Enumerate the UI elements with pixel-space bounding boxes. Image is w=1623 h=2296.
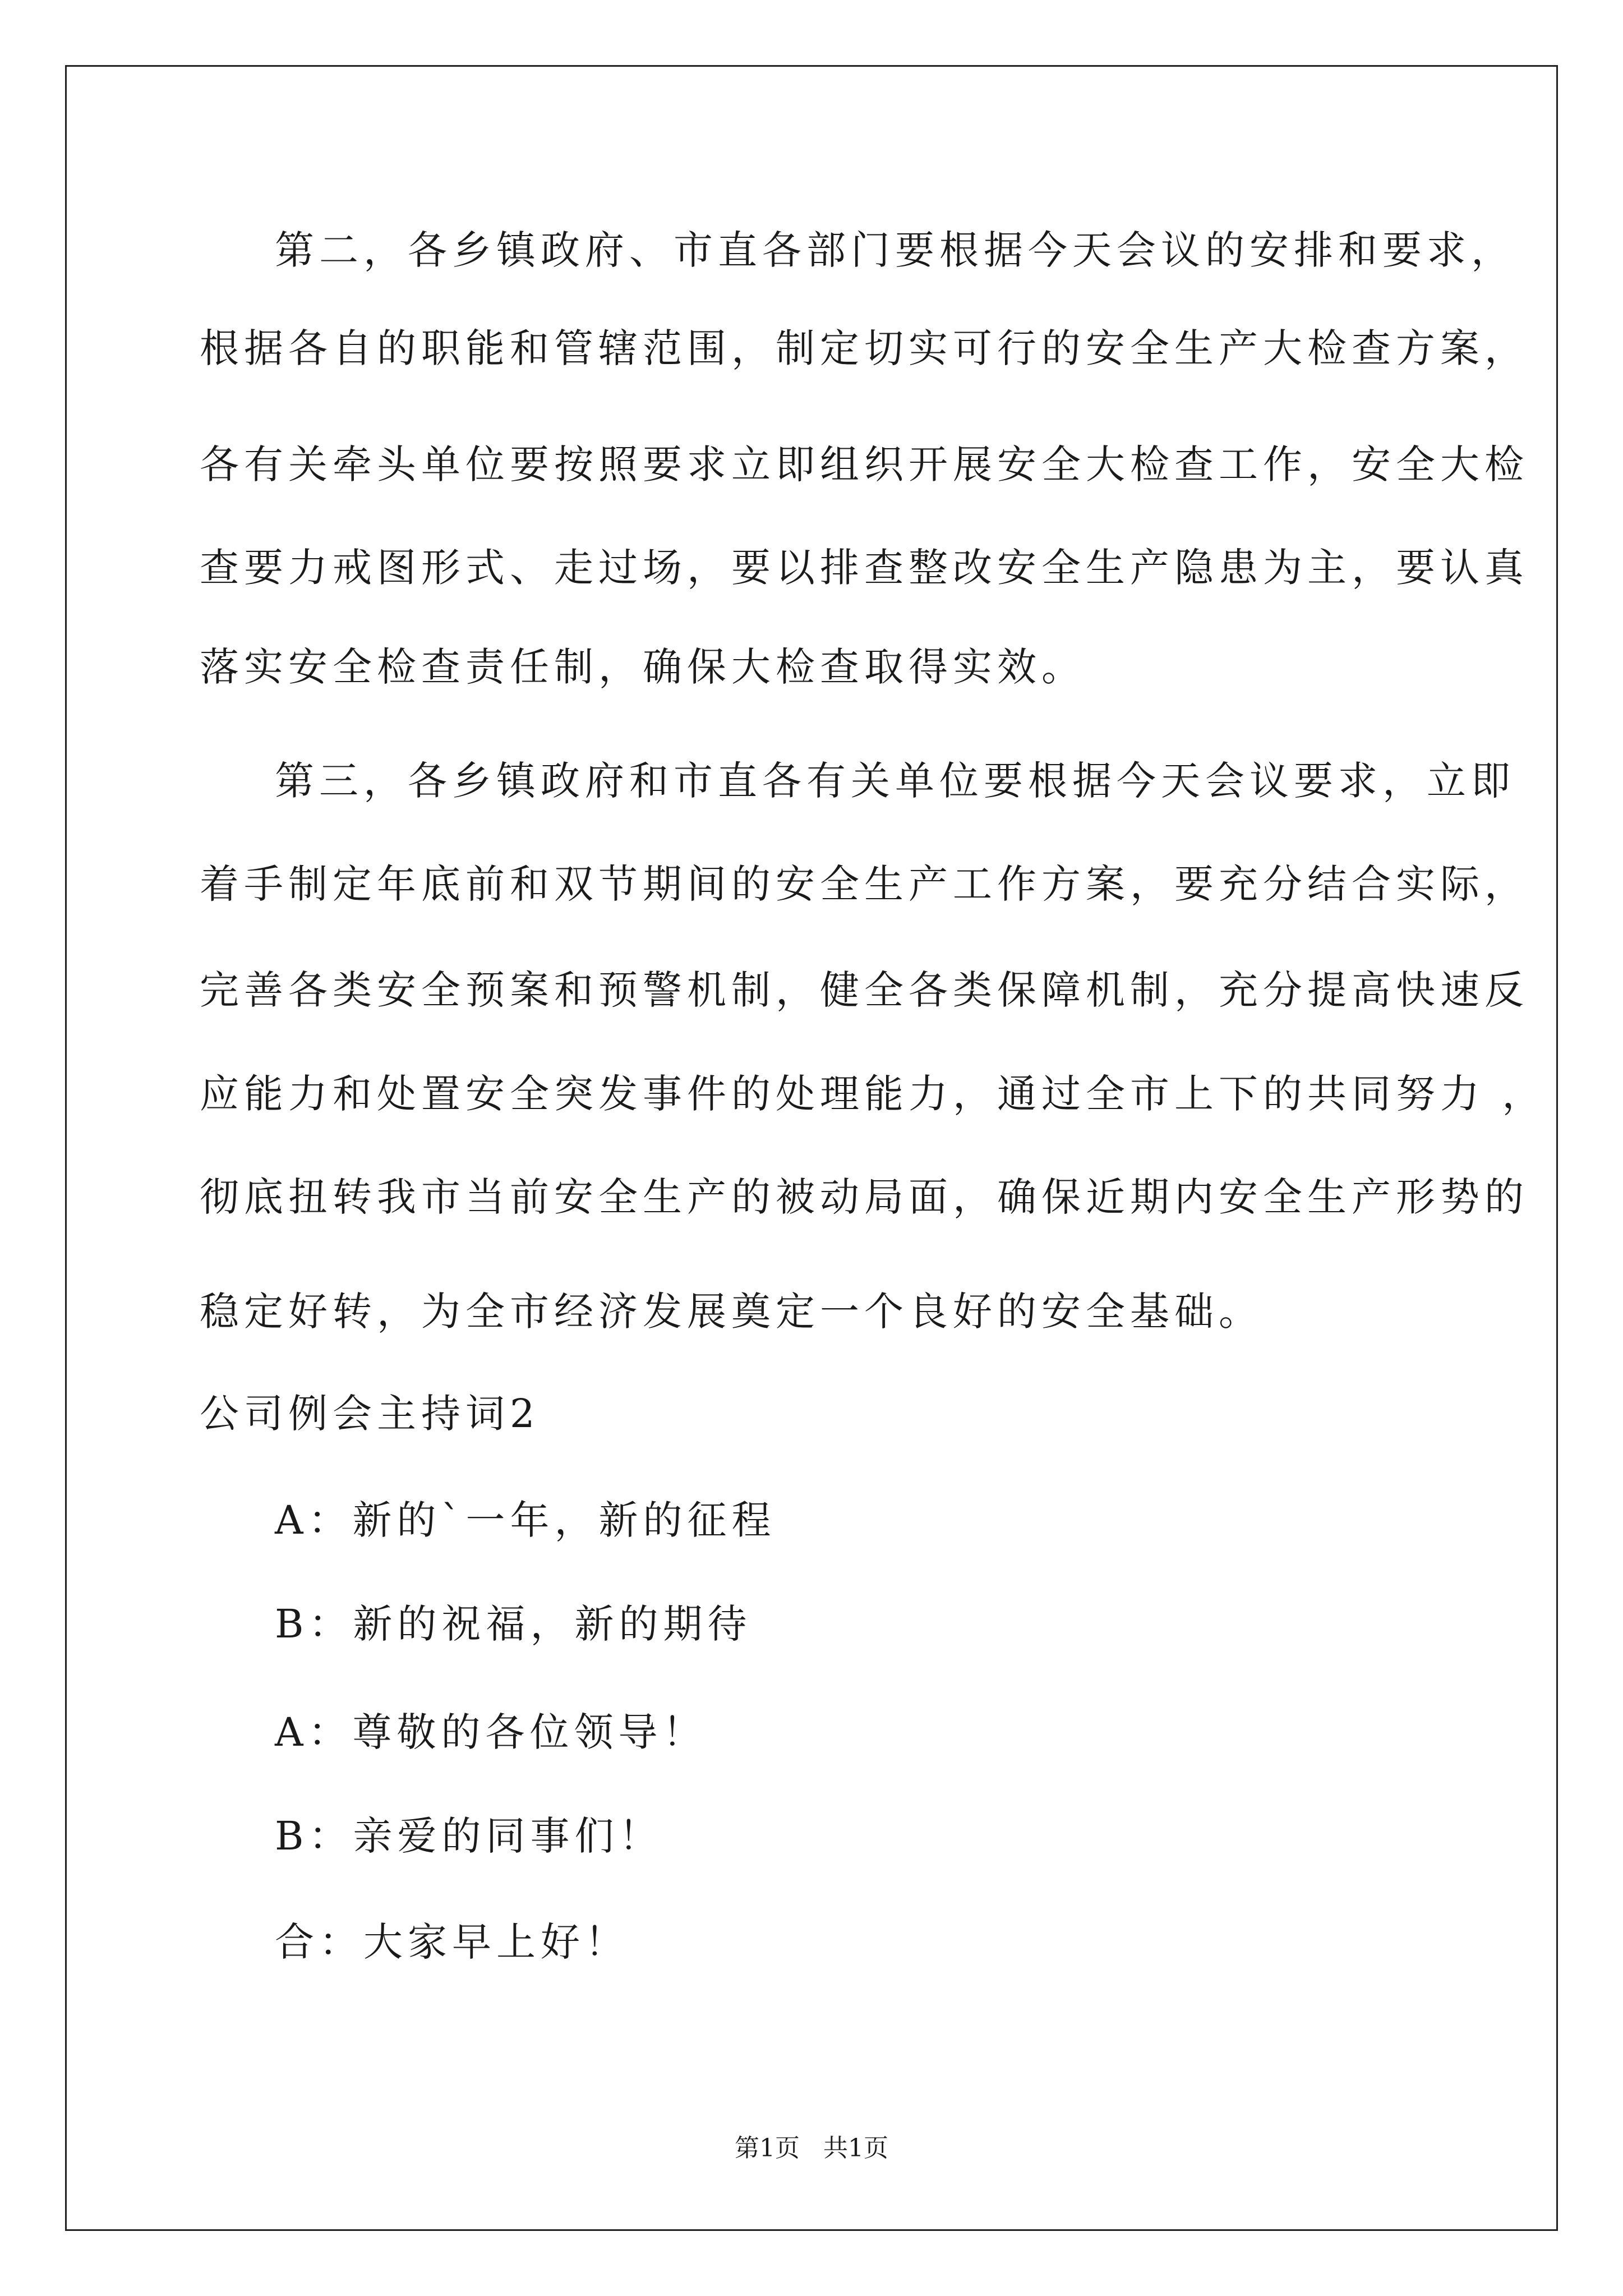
paragraph-line: 稳定好转，为全市经济发展奠定一个良好的安全基础。 [200,1289,1263,1335]
page-border [65,65,1558,2231]
dialogue-line: 合：大家早上好！ [275,1919,629,1965]
dialogue-line: A：新的`一年，新的征程 [275,1497,776,1543]
paragraph-line: 完善各类安全预案和预警机制，健全各类保障机制，充分提高快速反 [200,967,1529,1013]
paragraph-line: 彻底扭转我市当前安全生产的被动局面，确保近期内安全生产形势的 [200,1174,1529,1220]
dialogue-line: A：尊敬的各位领导！ [275,1709,707,1755]
paragraph-line: 落实安全检查责任制，确保大检查取得实效。 [200,644,1086,690]
paragraph-line: 查要力戒图形式、走过场，要以排查整改安全生产隐患为主，要认真 [200,545,1529,591]
paragraph-line: 各有关牵头单位要按照要求立即组织开展安全大检查工作，安全大检 [200,441,1529,487]
dialogue-line: B：新的祝福，新的期待 [275,1601,752,1647]
page-footer: 第1页 共1页 [735,2134,888,2162]
paragraph-line: 根据各自的职能和管辖范围，制定切实可行的安全生产大检查方案， [200,325,1529,371]
section-title: 公司例会主持词2 [200,1391,540,1437]
paragraph-line: 第三，各乡镇政府和市直各有关单位要根据今天会议要求，立即 [275,758,1515,804]
dialogue-line: B：亲爱的同事们！ [275,1813,663,1859]
paragraph-line: 第二，各乡镇政府、市直各部门要根据今天会议的安排和要求， [275,227,1515,273]
paragraph-line: 着手制定年底前和双节期间的安全生产工作方案，要充分结合实际， [200,861,1529,907]
paragraph-line: 应能力和处置安全突发事件的处理能力，通过全市上下的共同努力 ， [200,1071,1547,1117]
